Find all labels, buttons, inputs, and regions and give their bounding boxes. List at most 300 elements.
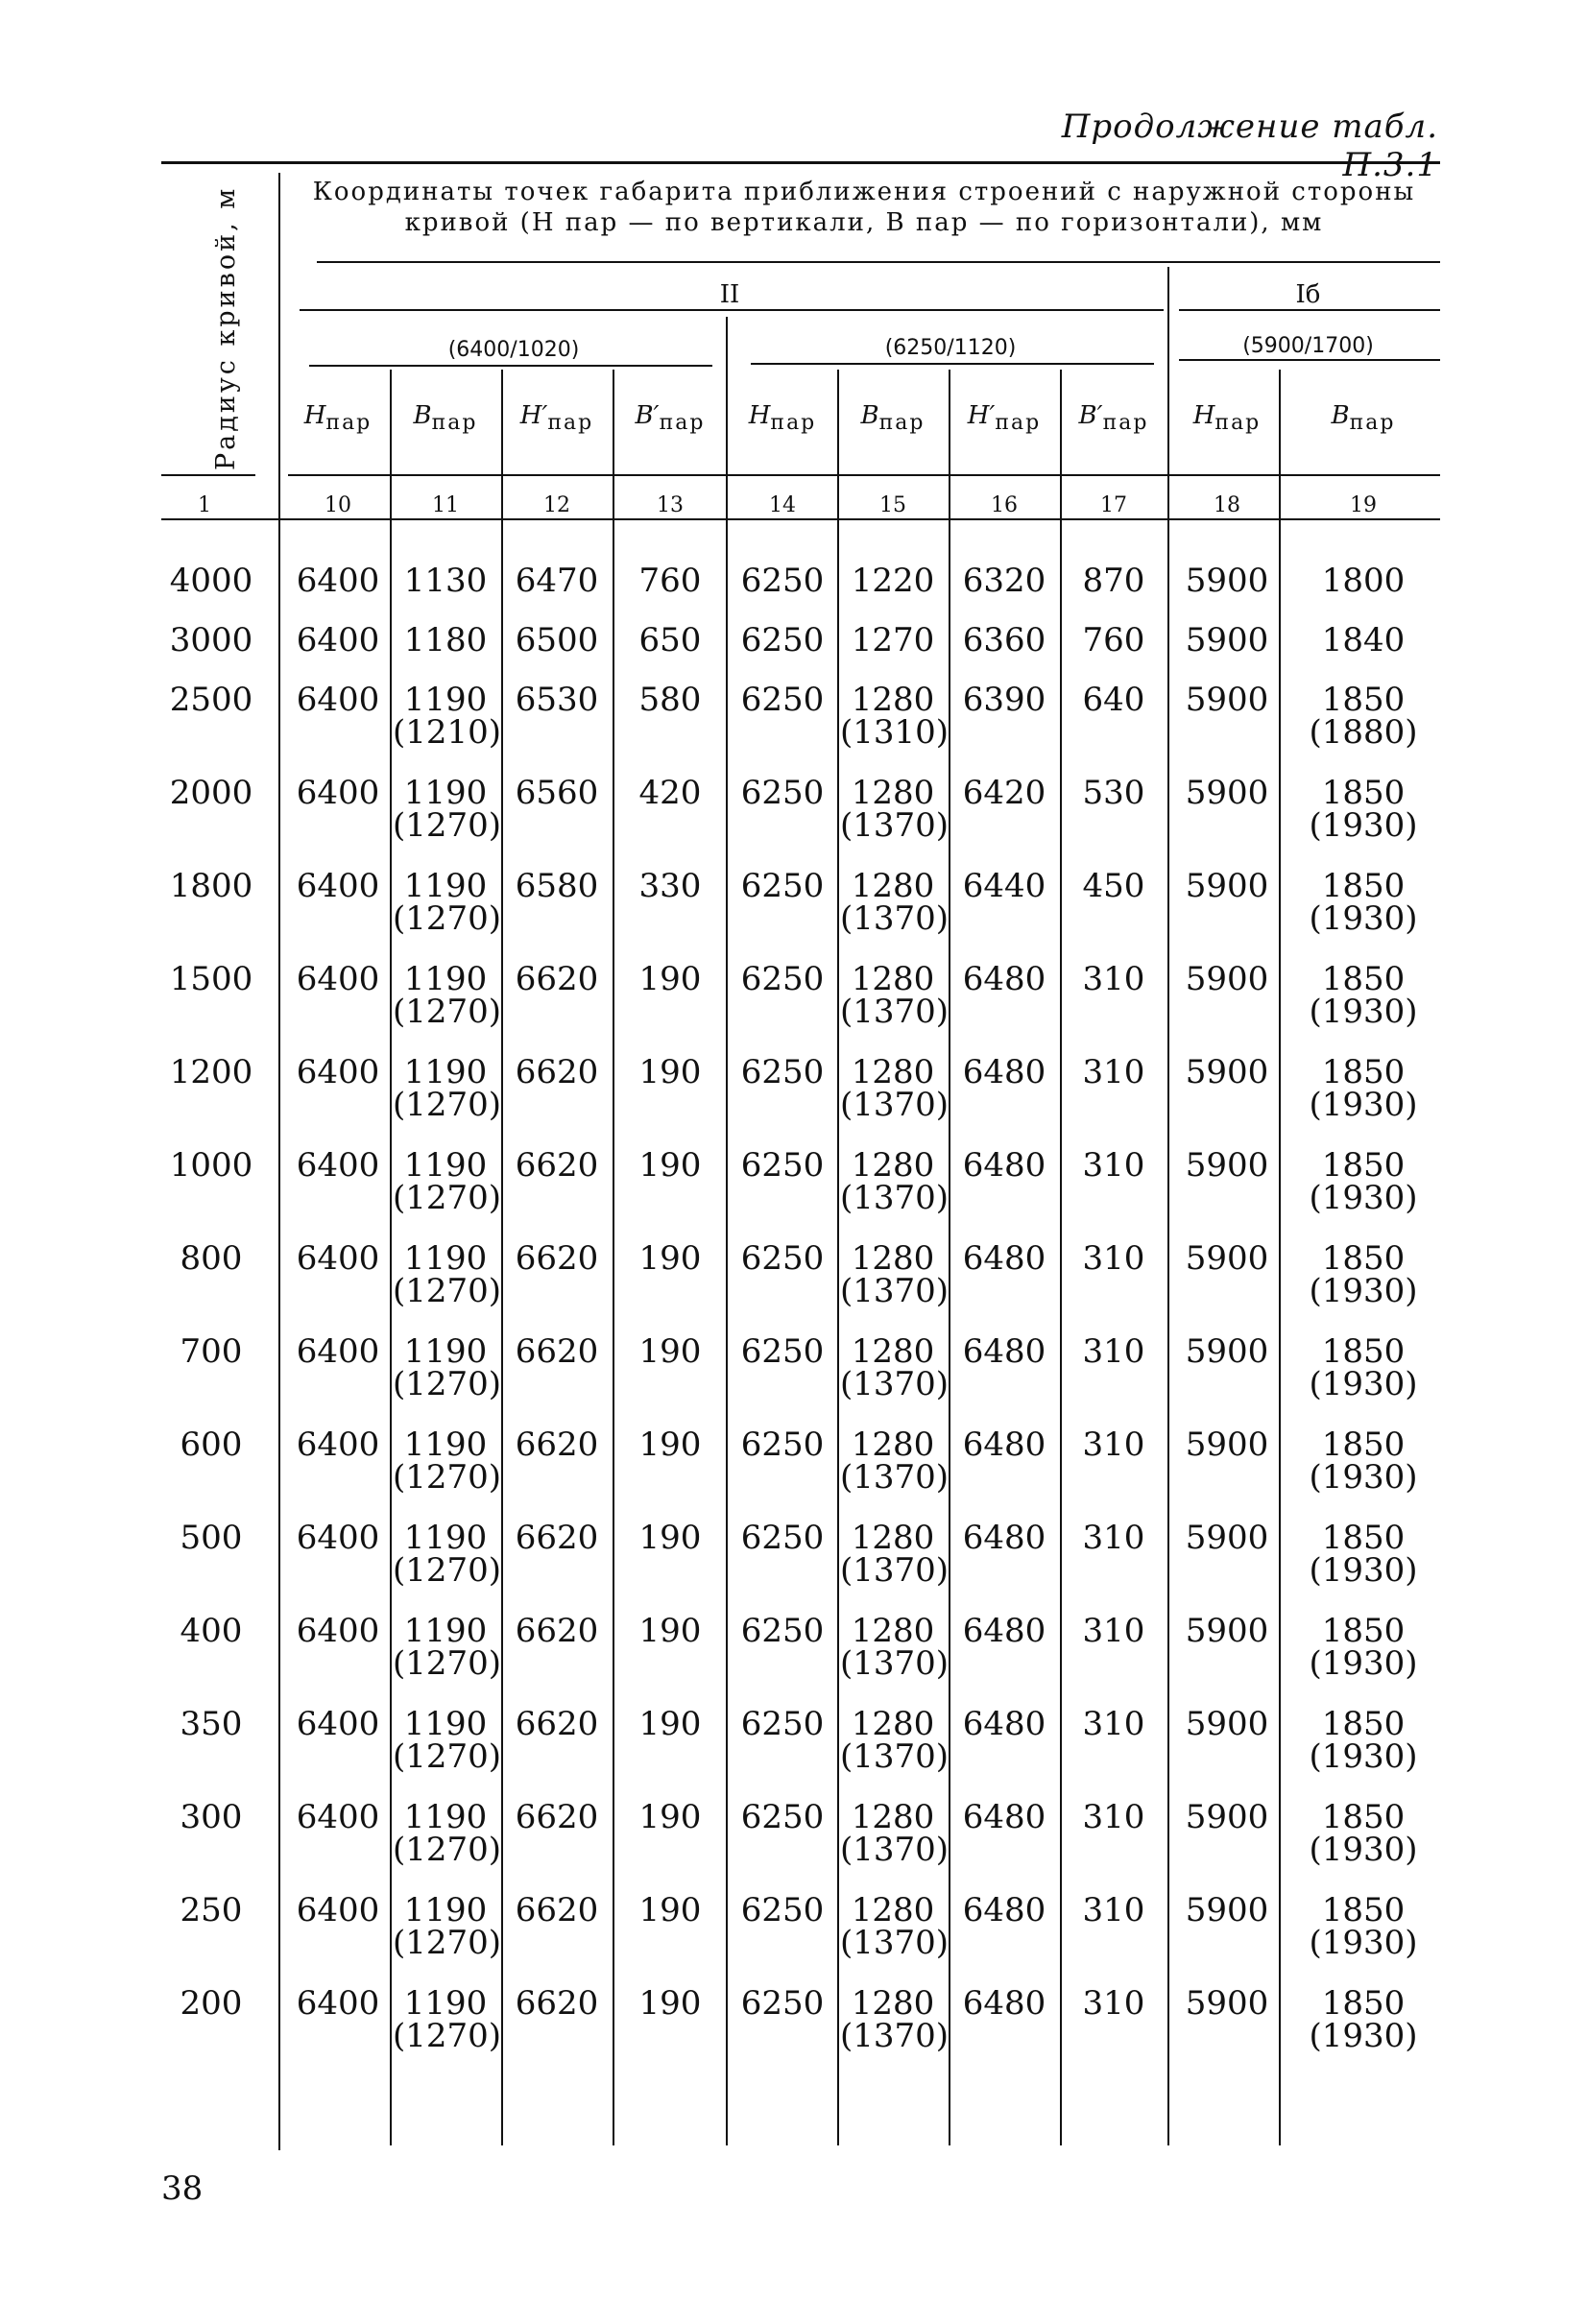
- value-main: 6400: [296, 562, 380, 600]
- value-main: 5900: [1185, 1612, 1269, 1650]
- value-main: 310: [1082, 1146, 1145, 1185]
- value-cell: [393, 1053, 502, 1124]
- radius-cell: 250: [180, 1891, 243, 1929]
- page-header: Продолжение табл. П.3.1: [1061, 108, 1438, 184]
- value-main: 1190: [403, 1239, 488, 1278]
- value-cell: [1296, 681, 1431, 752]
- value-main: 6620: [515, 1332, 599, 1371]
- value-cell: [951, 562, 1057, 600]
- value-alt: (1210): [393, 713, 502, 752]
- value-cell: [840, 1984, 950, 2055]
- value-alt: (1370): [840, 1644, 950, 1683]
- value-main: 1280: [851, 681, 935, 719]
- value-cell: [393, 1798, 502, 1869]
- column-header-subscript: пар: [325, 411, 373, 435]
- value-cell: [1061, 1332, 1166, 1371]
- sub-group-1: (6400/1020): [447, 338, 580, 362]
- value-cell: [840, 960, 950, 1031]
- radius-cell: 3000: [169, 621, 253, 659]
- value-cell: [1296, 1426, 1431, 1497]
- value-main: 1850: [1321, 681, 1406, 719]
- value-cell: [1061, 1239, 1166, 1278]
- value-main: 190: [638, 960, 702, 998]
- value-main: 420: [638, 774, 702, 812]
- value-cell: [840, 1891, 950, 1962]
- value-main: 310: [1082, 1705, 1145, 1743]
- header-rule: [1179, 309, 1440, 311]
- value-cell: [285, 562, 391, 600]
- value-cell: [504, 960, 610, 998]
- value-main: 190: [638, 1798, 702, 1836]
- value-cell: [285, 681, 391, 719]
- value-main: 6620: [515, 1612, 599, 1650]
- value-main: 1850: [1321, 1332, 1406, 1371]
- header-rule: [309, 365, 712, 367]
- value-cell: [1174, 1146, 1280, 1185]
- value-main: 1850: [1321, 1053, 1406, 1091]
- value-cell: [730, 1239, 835, 1278]
- column-divider: [613, 370, 614, 2145]
- value-main: 1280: [851, 1705, 935, 1743]
- value-main: 1850: [1321, 1519, 1406, 1557]
- value-cell: [1296, 1519, 1431, 1590]
- value-alt: (1880): [1309, 713, 1418, 752]
- value-alt: (1270): [393, 1737, 502, 1776]
- value-alt: (1270): [393, 1272, 502, 1310]
- value-cell: [1174, 960, 1280, 998]
- value-cell: [285, 774, 391, 812]
- value-main: 190: [638, 1612, 702, 1650]
- value-cell: [951, 867, 1057, 905]
- radius-cell: 1200: [169, 1053, 253, 1091]
- value-alt: (1370): [840, 1737, 950, 1776]
- column-header-symbol: H: [303, 401, 326, 430]
- value-alt: (1270): [393, 806, 502, 845]
- column-number: 11: [432, 493, 459, 517]
- column-header-subscript: пар: [431, 411, 478, 435]
- value-alt: (1930): [1309, 2017, 1418, 2055]
- value-cell: [840, 562, 946, 600]
- value-cell: [504, 1891, 610, 1929]
- value-main: 6250: [740, 774, 825, 812]
- value-main: 450: [1082, 867, 1145, 905]
- value-main: 6480: [962, 1053, 1046, 1091]
- value-alt: (1930): [1309, 1924, 1418, 1962]
- column-header: [1061, 401, 1166, 435]
- value-cell: [1296, 1798, 1431, 1869]
- value-main: 6400: [296, 867, 380, 905]
- header-rule: [288, 474, 1440, 476]
- value-cell: [840, 1426, 950, 1497]
- value-cell: [730, 1891, 835, 1929]
- value-main: 6250: [740, 1519, 825, 1557]
- value-main: 1190: [403, 1984, 488, 2023]
- value-cell: [730, 562, 835, 600]
- column-number: 17: [1100, 493, 1127, 517]
- value-cell: [951, 1612, 1057, 1650]
- value-cell: [393, 960, 502, 1031]
- value-alt: (1930): [1309, 1551, 1418, 1590]
- group-ib: Iб: [1295, 280, 1321, 309]
- value-main: 190: [638, 1705, 702, 1743]
- value-main: 6500: [515, 621, 599, 659]
- value-main: 5900: [1185, 1053, 1269, 1091]
- value-main: 5900: [1185, 1705, 1269, 1743]
- value-alt: (1270): [393, 1179, 502, 1217]
- column-header: [393, 401, 498, 435]
- value-main: 6250: [740, 1891, 825, 1929]
- value-main: 1280: [851, 1891, 935, 1929]
- value-main: 6480: [962, 1612, 1046, 1650]
- header-rule: [161, 474, 255, 476]
- value-main: 6480: [962, 1239, 1046, 1278]
- value-cell: [840, 1053, 950, 1124]
- value-cell: [1174, 1984, 1280, 2023]
- value-cell: [951, 1053, 1057, 1091]
- sub-group-3: (5900/1700): [1242, 334, 1374, 358]
- value-main: 5900: [1185, 1426, 1269, 1464]
- value-cell: [285, 1705, 391, 1743]
- value-cell: [1174, 1332, 1280, 1371]
- value-main: 1280: [851, 774, 935, 812]
- value-alt: (1370): [840, 1272, 950, 1310]
- column-header: [1174, 401, 1280, 435]
- table-head-radius: Радиус кривой, м: [211, 185, 241, 470]
- value-cell: [504, 562, 610, 600]
- value-alt: (1270): [393, 1924, 502, 1962]
- value-main: 190: [638, 1519, 702, 1557]
- value-cell: [951, 774, 1057, 812]
- value-cell: [1296, 1239, 1431, 1310]
- value-cell: [1174, 867, 1280, 905]
- value-main: 6480: [962, 960, 1046, 998]
- value-cell: [840, 1798, 950, 1869]
- value-main: 6480: [962, 1519, 1046, 1557]
- value-main: 190: [638, 1332, 702, 1371]
- value-cell: [504, 1239, 610, 1278]
- value-main: 6250: [740, 1239, 825, 1278]
- value-cell: [504, 1053, 610, 1091]
- radius-cell: 2500: [169, 681, 253, 719]
- value-main: 6250: [740, 1984, 825, 2023]
- value-cell: [617, 1426, 723, 1464]
- value-main: 6620: [515, 1519, 599, 1557]
- value-main: 580: [638, 681, 702, 719]
- value-cell: [393, 1239, 502, 1310]
- column-header-subscript: пар: [547, 411, 594, 435]
- value-cell: [840, 1705, 950, 1776]
- value-cell: [730, 774, 835, 812]
- value-cell: [840, 1519, 950, 1590]
- value-main: 1190: [403, 960, 488, 998]
- value-cell: [504, 1705, 610, 1743]
- column-number: 18: [1214, 493, 1240, 517]
- value-main: 6480: [962, 1705, 1046, 1743]
- value-main: 6480: [962, 1146, 1046, 1185]
- value-cell: [951, 1705, 1057, 1743]
- value-cell: [951, 1239, 1057, 1278]
- value-cell: [504, 867, 610, 905]
- value-alt: (1930): [1309, 1365, 1418, 1403]
- value-alt: (1270): [393, 1551, 502, 1590]
- value-cell: [617, 1798, 723, 1836]
- value-main: 6480: [962, 1798, 1046, 1836]
- value-main: 1280: [851, 1984, 935, 2023]
- value-cell: [285, 1891, 391, 1929]
- value-main: 6250: [740, 867, 825, 905]
- value-main: 310: [1082, 1426, 1145, 1464]
- value-cell: [1296, 867, 1431, 938]
- value-main: 1280: [851, 1239, 935, 1278]
- value-cell: [1296, 1705, 1431, 1776]
- value-main: 6250: [740, 1612, 825, 1650]
- value-main: 6480: [962, 1332, 1046, 1371]
- value-cell: [730, 1146, 835, 1185]
- value-cell: [1296, 1146, 1431, 1217]
- value-main: 1280: [851, 1146, 935, 1185]
- radius-cell: 1500: [169, 960, 253, 998]
- value-cell: [1061, 562, 1166, 600]
- value-cell: [1296, 774, 1431, 845]
- value-main: 1850: [1321, 1984, 1406, 2023]
- value-cell: [951, 1146, 1057, 1185]
- value-cell: [730, 867, 835, 905]
- value-main: 6620: [515, 1053, 599, 1091]
- value-cell: [840, 1146, 950, 1217]
- column-header-subscript: пар: [1349, 411, 1396, 435]
- value-cell: [617, 1053, 723, 1091]
- value-alt: (1370): [840, 993, 950, 1031]
- value-cell: [285, 960, 391, 998]
- column-header-symbol: H′: [967, 401, 996, 430]
- value-cell: [951, 1519, 1057, 1557]
- column-header-symbol: H′: [519, 401, 548, 430]
- value-cell: [285, 1239, 391, 1278]
- value-cell: [1061, 1519, 1166, 1557]
- value-main: 5900: [1185, 621, 1269, 659]
- column-number: 14: [769, 493, 796, 517]
- column-number: 10: [325, 493, 351, 517]
- column-header: [840, 401, 946, 435]
- header-rule: [1179, 359, 1440, 361]
- value-cell: [730, 1519, 835, 1557]
- column-number: 1: [198, 493, 211, 517]
- column-header-subscript: пар: [878, 411, 926, 435]
- value-cell: [951, 1426, 1057, 1464]
- column-header-subscript: пар: [1214, 411, 1262, 435]
- radius-cell: 1800: [169, 867, 253, 905]
- value-main: 1280: [851, 1332, 935, 1371]
- column-divider: [278, 173, 280, 2150]
- value-main: 6250: [740, 1146, 825, 1185]
- value-main: 650: [638, 621, 702, 659]
- column-header: [951, 401, 1057, 435]
- value-main: 6620: [515, 1798, 599, 1836]
- value-cell: [285, 1612, 391, 1650]
- header-rule: [300, 309, 1164, 311]
- value-cell: [730, 1612, 835, 1650]
- column-header-symbol: H: [748, 401, 771, 430]
- value-main: 6250: [740, 1426, 825, 1464]
- value-main: 6400: [296, 681, 380, 719]
- value-cell: [1174, 774, 1280, 812]
- value-main: 1190: [403, 774, 488, 812]
- value-main: 5900: [1185, 774, 1269, 812]
- value-main: 5900: [1185, 1146, 1269, 1185]
- value-main: 6250: [740, 621, 825, 659]
- value-main: 1850: [1321, 1426, 1406, 1464]
- value-cell: [617, 774, 723, 812]
- value-main: 1840: [1321, 621, 1406, 659]
- value-main: 1280: [851, 1612, 935, 1650]
- value-cell: [285, 1426, 391, 1464]
- value-cell: [617, 960, 723, 998]
- value-main: 1850: [1321, 1891, 1406, 1929]
- column-header-symbol: B′: [1078, 401, 1103, 430]
- value-cell: [393, 1146, 502, 1217]
- column-header: [617, 401, 723, 435]
- value-main: 1190: [403, 1891, 488, 1929]
- value-main: 6400: [296, 1519, 380, 1557]
- value-cell: [504, 1984, 610, 2023]
- value-alt: (1370): [840, 1086, 950, 1124]
- value-main: 6420: [962, 774, 1046, 812]
- value-cell: [1174, 1891, 1280, 1929]
- value-main: 6250: [740, 1332, 825, 1371]
- value-main: 1130: [403, 562, 488, 600]
- column-number: 16: [991, 493, 1018, 517]
- value-main: 1850: [1321, 867, 1406, 905]
- value-cell: [951, 681, 1057, 719]
- value-cell: [730, 1984, 835, 2023]
- value-main: 6400: [296, 774, 380, 812]
- value-cell: [1061, 1053, 1166, 1091]
- value-cell: [840, 681, 950, 752]
- radius-cell: 700: [180, 1332, 243, 1371]
- value-cell: [393, 681, 502, 752]
- value-main: 5900: [1185, 562, 1269, 600]
- value-cell: [393, 1705, 502, 1776]
- value-main: 1190: [403, 1332, 488, 1371]
- value-cell: [1061, 681, 1166, 719]
- sub-group-2: (6250/1120): [884, 336, 1017, 360]
- value-cell: [730, 1426, 835, 1464]
- value-cell: [504, 1798, 610, 1836]
- value-cell: [393, 1332, 502, 1403]
- value-main: 1190: [403, 1146, 488, 1185]
- value-cell: [504, 1146, 610, 1185]
- value-main: 1190: [403, 867, 488, 905]
- value-cell: [730, 1053, 835, 1091]
- value-cell: [617, 1239, 723, 1278]
- value-main: 1850: [1321, 1239, 1406, 1278]
- value-cell: [951, 621, 1057, 659]
- value-cell: [1174, 681, 1280, 719]
- value-cell: [1061, 774, 1166, 812]
- value-main: 640: [1082, 681, 1145, 719]
- value-main: 6250: [740, 1798, 825, 1836]
- value-cell: [504, 1612, 610, 1650]
- value-main: 1190: [403, 681, 488, 719]
- value-alt: (1270): [393, 1458, 502, 1497]
- value-main: 1190: [403, 1798, 488, 1836]
- value-main: 1280: [851, 867, 935, 905]
- value-cell: [393, 1519, 502, 1590]
- value-main: 310: [1082, 1239, 1145, 1278]
- radius-cell: 600: [180, 1426, 243, 1464]
- value-cell: [730, 1798, 835, 1836]
- value-cell: [617, 1146, 723, 1185]
- value-alt: (1930): [1309, 1179, 1418, 1217]
- value-main: 1850: [1321, 960, 1406, 998]
- value-cell: [617, 562, 723, 600]
- value-alt: (1370): [840, 2017, 950, 2055]
- value-cell: [393, 621, 498, 659]
- column-header-symbol: B: [1331, 401, 1350, 430]
- value-alt: (1370): [840, 899, 950, 938]
- column-header-subscript: пар: [659, 411, 706, 435]
- value-main: 6400: [296, 621, 380, 659]
- value-alt: (1310): [840, 713, 950, 752]
- value-alt: (1930): [1309, 1831, 1418, 1869]
- value-main: 310: [1082, 1612, 1145, 1650]
- radius-cell: 500: [180, 1519, 243, 1557]
- value-main: 1850: [1321, 1612, 1406, 1650]
- value-main: 6250: [740, 1705, 825, 1743]
- column-header: [1296, 401, 1431, 435]
- value-main: 6400: [296, 1705, 380, 1743]
- value-main: 6620: [515, 1705, 599, 1743]
- value-main: 6400: [296, 1984, 380, 2023]
- column-header-symbol: B′: [635, 401, 660, 430]
- value-main: 6400: [296, 1332, 380, 1371]
- value-cell: [730, 621, 835, 659]
- value-main: 310: [1082, 1891, 1145, 1929]
- value-main: 870: [1082, 562, 1145, 600]
- value-cell: [617, 681, 723, 719]
- value-cell: [1174, 1519, 1280, 1557]
- value-main: 6480: [962, 1984, 1046, 2023]
- value-cell: [730, 681, 835, 719]
- top-rule: [161, 161, 1440, 164]
- value-main: 1280: [851, 1519, 935, 1557]
- value-cell: [504, 1519, 610, 1557]
- value-cell: [1174, 1705, 1280, 1743]
- value-cell: [730, 1332, 835, 1371]
- value-main: 5900: [1185, 681, 1269, 719]
- value-alt: (1930): [1309, 1644, 1418, 1683]
- value-cell: [1061, 960, 1166, 998]
- value-cell: [1296, 562, 1431, 600]
- value-cell: [1061, 621, 1166, 659]
- value-cell: [1174, 1612, 1280, 1650]
- value-cell: [617, 1519, 723, 1557]
- value-main: 1190: [403, 1705, 488, 1743]
- value-main: 1190: [403, 1426, 488, 1464]
- value-main: 6400: [296, 1239, 380, 1278]
- column-header-symbol: B: [413, 401, 432, 430]
- value-alt: (1930): [1309, 806, 1418, 845]
- value-cell: [1061, 867, 1166, 905]
- value-main: 190: [638, 1146, 702, 1185]
- column-header: [504, 401, 610, 435]
- value-main: 310: [1082, 1053, 1145, 1091]
- value-main: 6400: [296, 1798, 380, 1836]
- value-cell: [1296, 1891, 1431, 1962]
- value-alt: (1270): [393, 899, 502, 938]
- value-main: 6480: [962, 1426, 1046, 1464]
- radius-cell: 400: [180, 1612, 243, 1650]
